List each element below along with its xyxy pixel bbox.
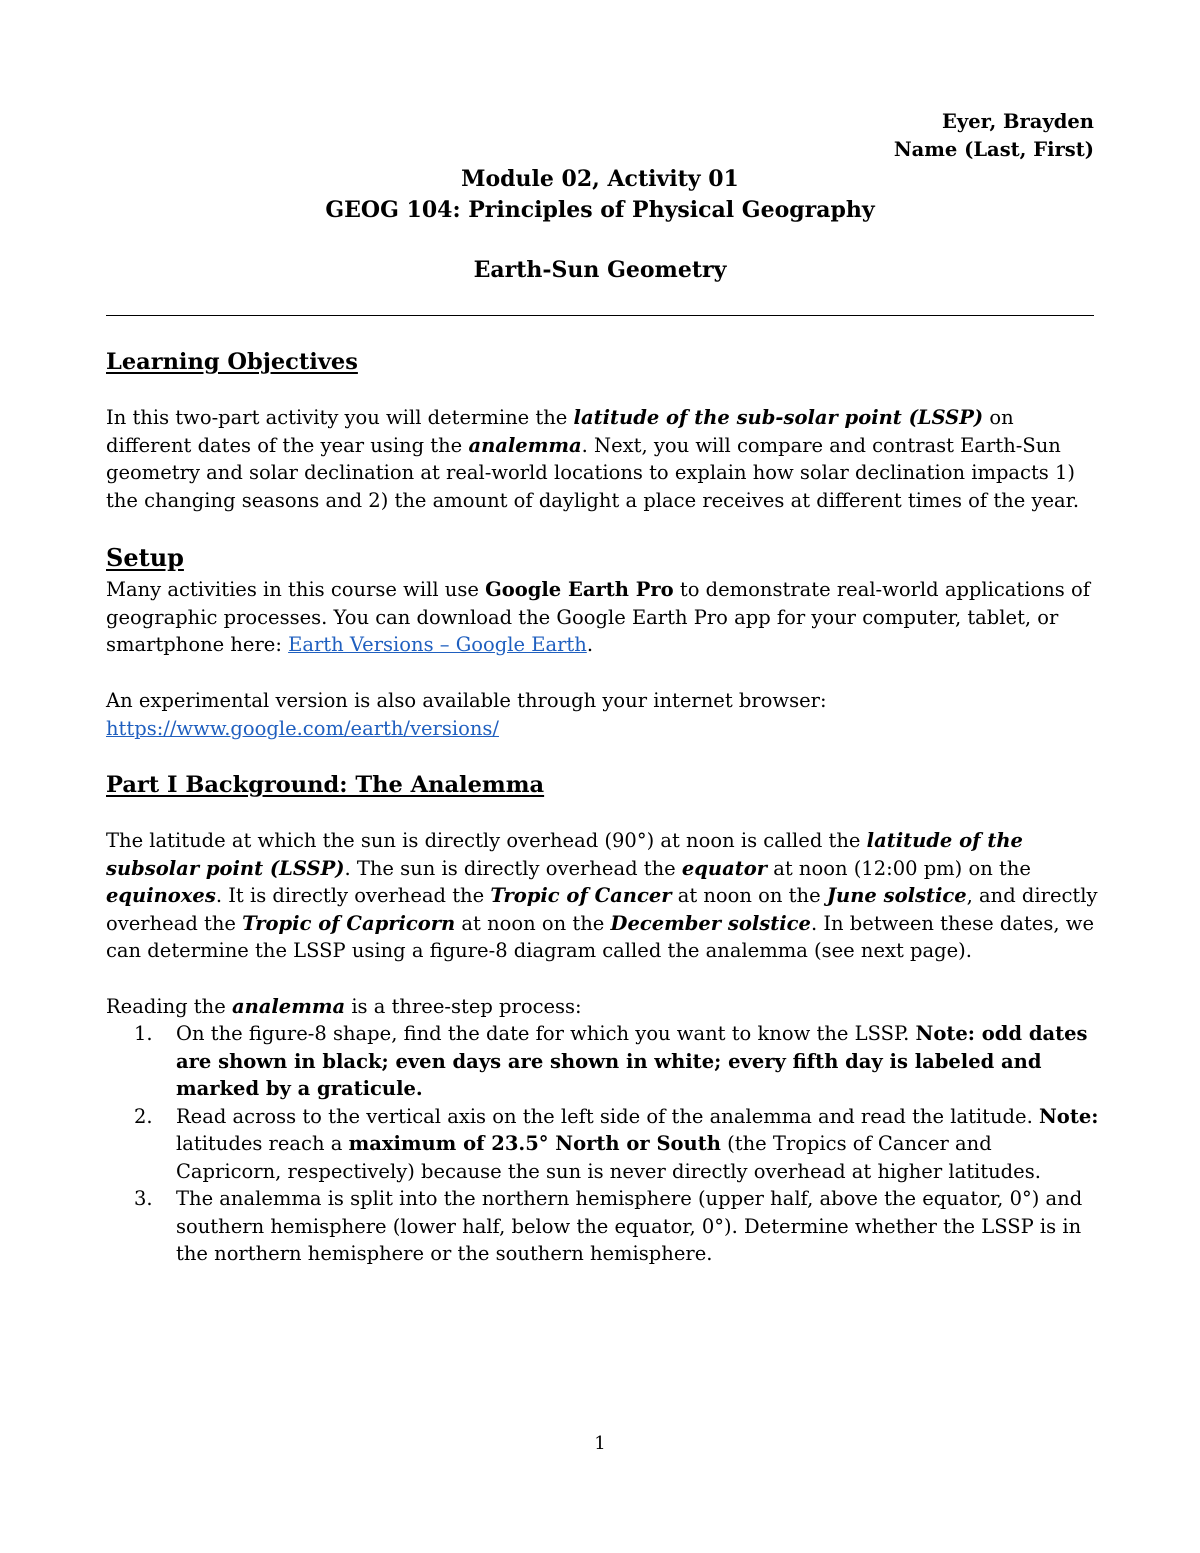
student-name: Eyer, Brayden bbox=[942, 110, 1094, 133]
bg-text-1: The latitude at which the sun is directly overhead (90°) at noon is called the bbox=[106, 829, 867, 852]
part1-heading: Part I Background: The Analemma bbox=[106, 772, 545, 798]
bg-text-4: . It is directly overhead the bbox=[215, 884, 491, 907]
lo-term-lssp: latitude of the sub-solar point (LSSP) bbox=[573, 406, 984, 429]
bg-text-3: at noon (12:00 pm) on the bbox=[767, 856, 1031, 880]
list-item bbox=[106, 1103, 1101, 1186]
reading-analemma-intro bbox=[106, 993, 1101, 1021]
setup-text-1: Many activities in this course will use bbox=[106, 578, 486, 601]
bg-term-tropic-cancer: Tropic of Cancer bbox=[490, 884, 672, 907]
lo-text-3: . Next, you will compare and contrast Earth-Sun geometry and solar declination at real-world locations to explain how solar declination impacts 1) the changing seasons and 2) the amount of daylight a place receives at different times of the year. bbox=[106, 433, 1080, 512]
name-block bbox=[894, 108, 1094, 163]
reading-text-2: is a three-step process: bbox=[345, 995, 582, 1018]
learning-objectives-heading: Learning Objectives bbox=[106, 349, 358, 375]
setup-term-google-earth-pro: Google Earth Pro bbox=[485, 578, 674, 601]
course-title: GEOG 104: Principles of Physical Geography bbox=[325, 197, 875, 223]
lo-text-1: In this two-part activity you will determine the bbox=[106, 406, 574, 429]
step-note: Note: odd dates are shown in black; even days are shown in white; every fifth day is labeled and marked by a graticule. bbox=[176, 1022, 1088, 1100]
step-text: On the figure-8 shape, find the date for which you want to know the LSSP. bbox=[176, 1022, 916, 1045]
bg-term-december-solstice: December solstice bbox=[610, 911, 811, 935]
analemma-background-paragraph bbox=[106, 827, 1101, 965]
bg-term-lssp: latitude of the subsolar point (LSSP) bbox=[106, 829, 1023, 880]
setup-text-2: to demonstrate real-world applications of geographic processes. You can download the Google Earth Pro app for your computer, tablet, or smartphone here: bbox=[106, 578, 1090, 656]
reading-term-analemma: analemma bbox=[231, 995, 346, 1018]
reading-text-1: Reading the bbox=[106, 995, 232, 1018]
title-divider bbox=[106, 315, 1094, 316]
step-text: latitudes reach a bbox=[176, 1132, 349, 1155]
step-text: (the Tropics of Cancer and Capricorn, respectively) because the sun is never directly overhead at higher latitudes. bbox=[176, 1132, 1041, 1183]
bg-text-8: . In between these dates, we can determine the LSSP using a figure-8 diagram called the analemma (see next page). bbox=[106, 911, 1094, 962]
setup-heading: Setup bbox=[106, 543, 184, 572]
setup-text-3: . bbox=[586, 633, 594, 656]
bg-text-6: , and directly overhead the bbox=[106, 884, 1098, 935]
page-number: 1 bbox=[594, 1433, 606, 1454]
bg-text-5: at noon on the bbox=[671, 884, 827, 907]
bg-term-equator: equator bbox=[681, 856, 768, 880]
setup-browser-paragraph bbox=[106, 687, 1101, 742]
bg-term-tropic-capricorn: Tropic of Capricorn bbox=[242, 911, 456, 935]
bg-term-equinoxes: equinoxes bbox=[106, 884, 216, 907]
step-number: 1. bbox=[134, 1022, 153, 1045]
step-number: 2. bbox=[134, 1104, 153, 1128]
topic-title: Earth-Sun Geometry bbox=[473, 257, 727, 283]
setup-browser-text: An experimental version is also available through your internet browser: bbox=[106, 689, 827, 712]
name-label: Name (Last, First) bbox=[893, 137, 1094, 161]
google-earth-versions-url-link[interactable]: https://www.google.com/earth/versions/ bbox=[106, 716, 499, 740]
list-item bbox=[106, 1020, 1101, 1103]
step-note-label: Note: bbox=[1038, 1104, 1099, 1128]
learning-objectives-paragraph bbox=[106, 404, 1101, 514]
step-text: The analemma is split into the northern hemisphere (upper half, above the equator, 0°) and southern hemisphere (lower half, below the equator, 0°). Determine whether the LSSP is in the northern hemisphere or the southern hemisphere. bbox=[176, 1187, 1083, 1265]
list-item bbox=[106, 1185, 1101, 1268]
bg-text-2: . The sun is directly overhead the bbox=[344, 856, 682, 880]
step-text: Read across to the vertical axis on the left side of the analemma and read the latitude. bbox=[176, 1104, 1039, 1128]
lo-text-2: on different dates of the year using the bbox=[106, 406, 1014, 457]
bg-text-7: at noon on the bbox=[455, 911, 611, 935]
module-title: Module 02, Activity 01 bbox=[461, 166, 739, 192]
bg-term-june-solstice: June solstice bbox=[826, 884, 967, 907]
setup-paragraph bbox=[106, 576, 1101, 659]
step-number: 3. bbox=[134, 1187, 153, 1210]
earth-versions-link[interactable]: Earth Versions – Google Earth bbox=[288, 633, 587, 656]
step-max-latitude: maximum of 23.5° North or South bbox=[348, 1132, 721, 1155]
analemma-steps-list bbox=[106, 1020, 1101, 1268]
lo-term-analemma: analemma bbox=[468, 433, 582, 457]
